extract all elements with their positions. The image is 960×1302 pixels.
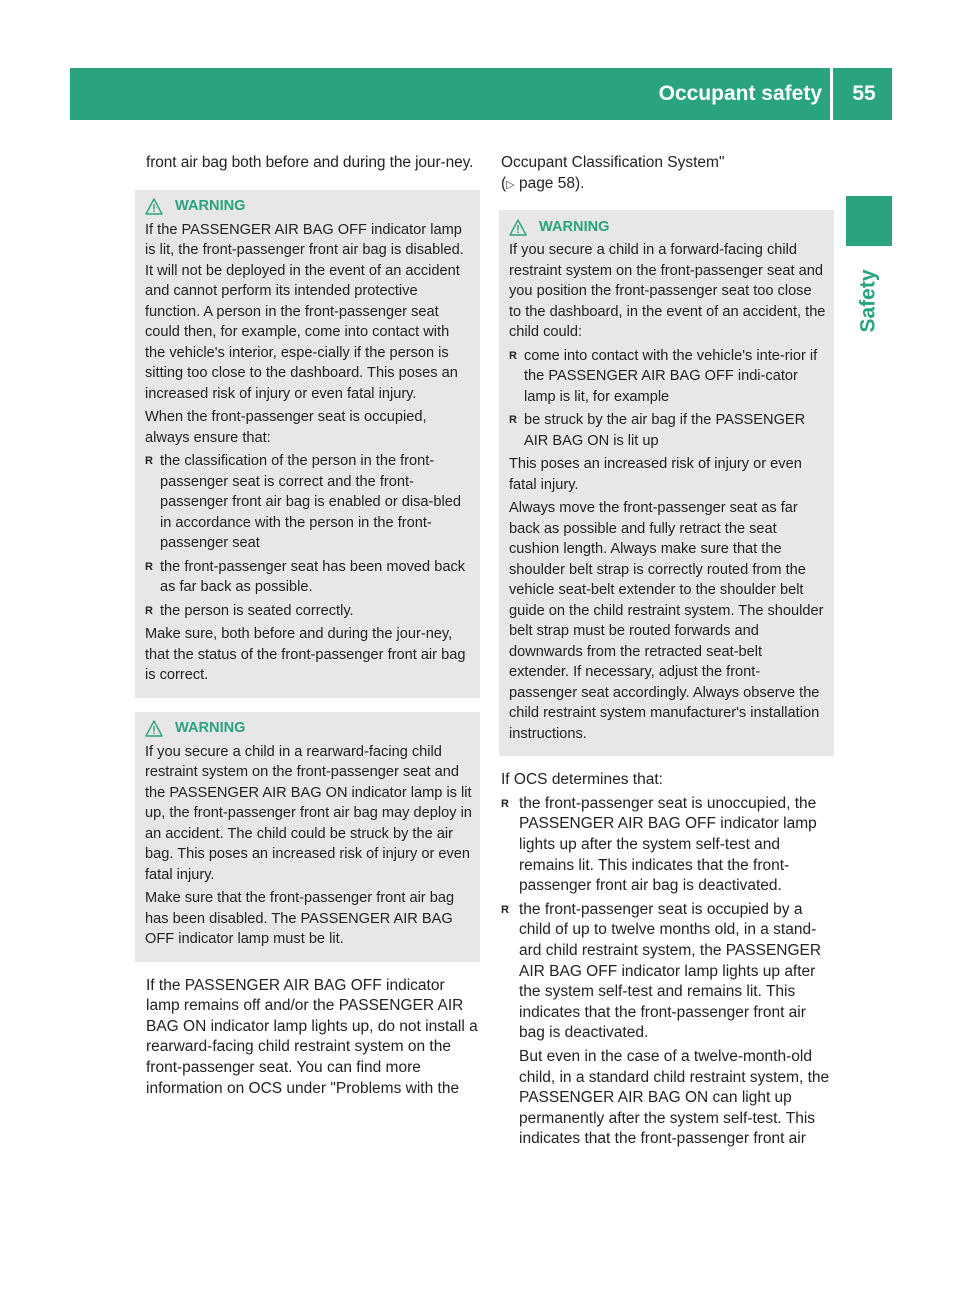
list-item-text: the front-passenger seat is unoccupied, the PASSENGER AIR BAG OFF indicator lamp lights up after the system self-test and remains lit. This indicates that the front-passenger front air bag is deactivated. bbox=[519, 794, 817, 895]
warning-box-3 bbox=[499, 210, 834, 756]
side-tab-label: Safety bbox=[857, 269, 880, 333]
bullet-icon: R bbox=[509, 414, 517, 427]
warning-bullet-list bbox=[509, 346, 826, 452]
list-item-text: the classification of the person in the front-passenger seat is correct and the front-passenger front air bag is enabled or disa-bled in accordance with the person in the front-passenger seat bbox=[160, 453, 461, 552]
side-tab bbox=[847, 256, 891, 346]
warning-bullet-list bbox=[145, 451, 472, 621]
warning-paragraph: This poses an increased risk of injury or even fatal injury. bbox=[509, 456, 802, 493]
warning-box-2 bbox=[135, 712, 480, 962]
page-reference bbox=[501, 174, 834, 196]
warning-header bbox=[509, 217, 826, 237]
list-item-text: the person is seated correctly. bbox=[160, 602, 354, 619]
warning-paragraph: If you secure a child in a forward-facing child restraint system on the front-passenger seat and you position the front-passenger seat too close to the dashboard, in the event of an accident, the child could: bbox=[509, 242, 826, 341]
warning-paragraph: Make sure that the front-passenger front air bag has been disabled. The PASSENGER AIR BAG OFF indicator lamp must be lit. bbox=[145, 890, 455, 948]
right-intro-text: Occupant Classification System" bbox=[501, 154, 725, 171]
bullet-icon: R bbox=[509, 349, 517, 362]
ocs-intro-text: If OCS determines that: bbox=[501, 771, 663, 789]
warning-triangle-icon bbox=[509, 219, 527, 236]
warning-paragraph: When the front-passenger seat is occupied, always ensure that: bbox=[145, 409, 427, 446]
list-item-text: the front-passenger seat has been moved back as far back as possible. bbox=[160, 558, 466, 596]
list-item-text: come into contact with the vehicle's inte-rior if the PASSENGER AIR BAG OFF indi-cator lamp is lit, for example bbox=[524, 347, 818, 405]
ocs-bullet-list bbox=[501, 794, 834, 1044]
bullet-icon: R bbox=[145, 604, 153, 617]
bullet-icon: R bbox=[145, 455, 153, 468]
header-divider bbox=[830, 68, 833, 120]
side-tab-marker bbox=[846, 196, 892, 246]
warning-header bbox=[145, 197, 472, 217]
warning-paragraph: Always move the front-passenger seat as far back as possible and fully retract the seat cushion length. Always make sure that the shoulder belt strap is correctly routed from the vehicle seat-belt extender to the shoulder belt guide on the child restraint system. The shoulder belt strap must be routed forwards and downwards from the retracted seat-belt extender. If necessary, adjust the front-passenger seat accordingly. Always observe the child restraint system manufacturer's installation instructions. bbox=[509, 500, 824, 742]
left-intro-text: front air bag both before and during the jour-ney. bbox=[146, 154, 474, 171]
warning-title: WARNING bbox=[175, 198, 246, 215]
list-item bbox=[145, 601, 472, 622]
right-column bbox=[501, 153, 834, 1150]
section-title: Occupant safety bbox=[658, 82, 822, 105]
warning-title: WARNING bbox=[175, 720, 246, 737]
ocs-continuation-text: But even in the case of a twelve-month-old child, in a standard child restraint system, the PASSENGER AIR BAG ON can light up permanently after the system self-test. This indicates that the front-passenger front air bbox=[519, 1047, 830, 1148]
warning-box-1 bbox=[135, 190, 480, 698]
warning-triangle-icon bbox=[145, 198, 163, 215]
warning-title: WARNING bbox=[539, 218, 610, 235]
left-outro-text: If the PASSENGER AIR BAG OFF indicator lamp remains off and/or the PASSENGER AIR BAG ON indicator lamp lights up, do not install a rearward-facing child restraint system on the front-passenger seat. You can find more information on OCS under "Problems with the bbox=[146, 976, 478, 1097]
page-reference-link[interactable]: page 58). bbox=[514, 174, 585, 192]
list-item bbox=[145, 557, 472, 598]
warning-paragraph: If the PASSENGER AIR BAG OFF indicator lamp is lit, the front-passenger front air bag is disabled. It will not be deployed in the event of an accident and cannot perform its intended protective function. A person in the front-passenger seat could then, for example, come into contact with the vehicle's interior, espe-cially if the person is sitting too close to the dashboard. This poses an increased risk of injury or even fatal injury. bbox=[145, 221, 464, 402]
list-item bbox=[501, 794, 834, 897]
page-number: 55 bbox=[852, 82, 876, 105]
list-item-text: be struck by the air bag if the PASSENGER AIR BAG ON is lit up bbox=[524, 412, 806, 449]
warning-paragraph: Make sure, both before and during the jour-ney, that the status of the front-passenger front air bag is correct. bbox=[145, 626, 466, 684]
list-item-text: the front-passenger seat is occupied by a child of up to twelve months old, in a stand-ard child restraint system, the PASSENGER AIR BAG OFF indicator lamp lights up after the system self-test and remains lit. This indicates that the front-passenger front air bag is deactivated. bbox=[519, 900, 822, 1042]
ref-paren: ( bbox=[501, 174, 507, 192]
page-reference-icon: ▷ bbox=[506, 178, 515, 191]
warning-paragraph: If you secure a child in a rearward-facing child restraint system on the front-passenger seat and the PASSENGER AIR BAG ON indicator lamp is lit up, the front-passenger front air bag may deploy in an accident. The child could be struck by the air bag. This poses an increased risk of injury or even fatal injury. bbox=[145, 743, 472, 883]
list-item bbox=[501, 900, 834, 1044]
warning-triangle-icon bbox=[145, 720, 163, 737]
bullet-icon: R bbox=[145, 560, 153, 573]
left-column bbox=[146, 153, 480, 1099]
warning-header bbox=[145, 719, 472, 739]
list-item bbox=[509, 410, 826, 451]
list-item bbox=[509, 346, 826, 408]
list-item bbox=[145, 451, 472, 554]
bullet-icon: R bbox=[501, 903, 509, 916]
bullet-icon: R bbox=[501, 797, 509, 810]
